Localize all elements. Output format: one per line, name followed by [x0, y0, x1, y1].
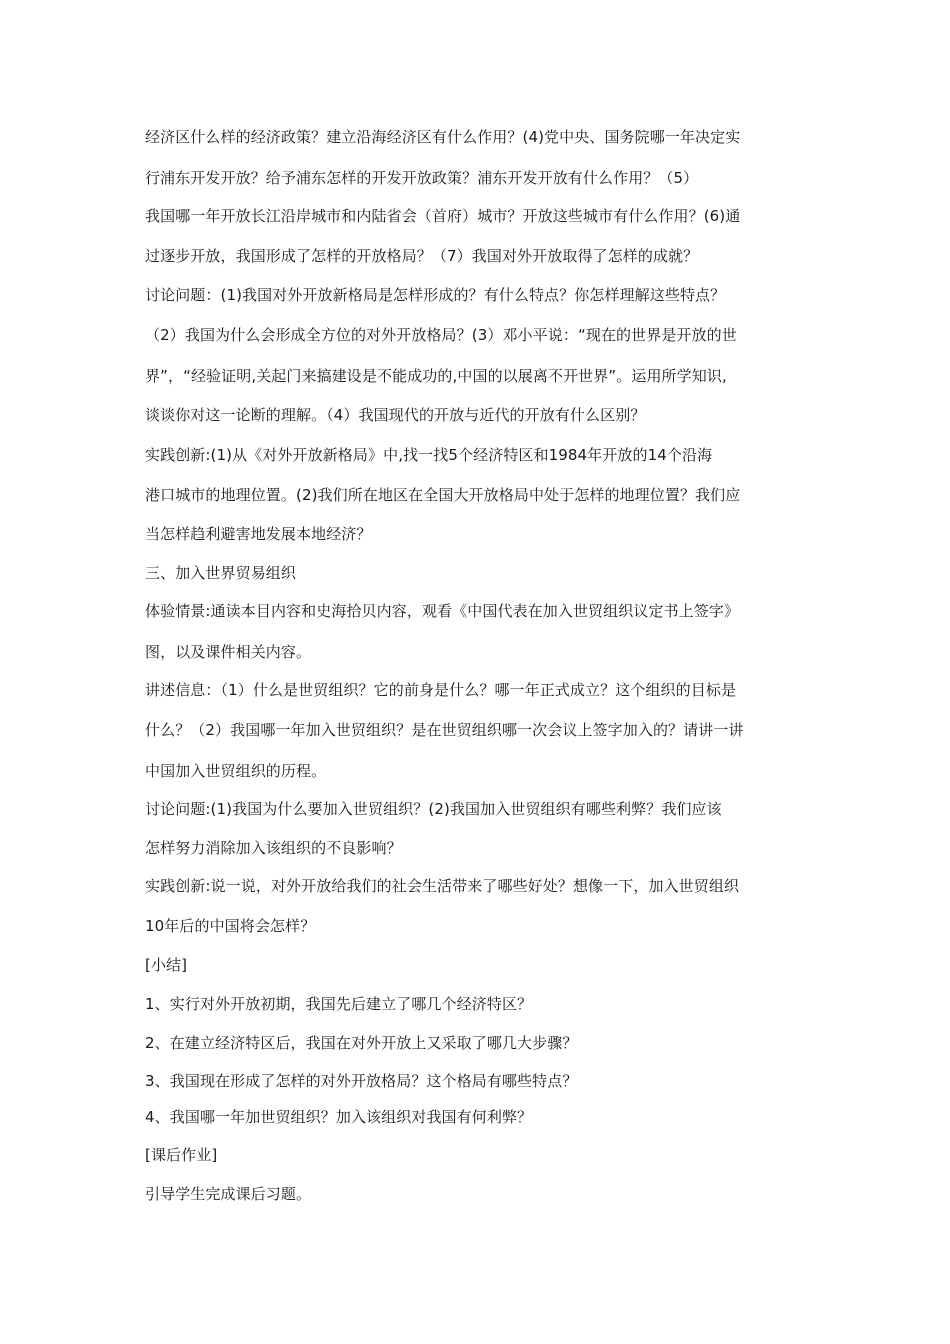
text-line: 当怎样趋利避害地发展本地经济？ [145, 525, 372, 543]
text-line: 怎样努力消除加入该组织的不良影响？ [145, 839, 402, 857]
text-line: 实践创新:说一说，对外开放给我们的社会生活带来了哪些好处？想像一下，加入世贸组织 [145, 877, 740, 895]
text-line: 体验情景:通读本目内容和史海拾贝内容，观看《中国代表在加入世贸组织议定书上签字》 [145, 602, 740, 620]
text-line: 经济区什么样的经济政策？建立沿海经济区有什么作用？(4)党中央、国务院哪一年决定实 [145, 128, 741, 146]
text-line: 讨论问题:(1)我国为什么要加入世贸组织？(2)我国加入世贸组织有哪些利弊？我们应该 [145, 800, 722, 818]
text-line: 引导学生完成课后习题。 [145, 1185, 312, 1203]
list-item: 1、实行对外开放初期，我国先后建立了哪几个经济特区？ [145, 995, 533, 1013]
text-line: 过逐步开放，我国形成了怎样的开放格局？（7）我国对外开放取得了怎样的成就？ [145, 247, 699, 265]
section-heading: [小结] [145, 956, 188, 974]
text-line: 我国哪一年开放长江沿岸城市和内陆省会（首府）城市？开放这些城市有什么作用？(6)通 [145, 207, 741, 225]
list-item: 3、我国现在形成了怎样的对外开放格局？这个格局有哪些特点？ [145, 1072, 578, 1090]
list-item: 4、我国哪一年加世贸组织？加入该组织对我国有何利弊？ [145, 1108, 533, 1126]
text-line: 界”，“经验证明,关起门来搞建设是不能成功的,中国的以展离不开世界”。运用所学知识, [145, 367, 727, 385]
section-heading: [课后作业] [145, 1146, 218, 1164]
text-line: 讲述信息：（1）什么是世贸组织？它的前身是什么？哪一年正式成立？这个组织的目标是 [145, 681, 737, 699]
text-line: 实践创新:(1)从《对外开放新格局》中,找一找5个经济特区和1984年开放的14个沿海 [145, 446, 713, 464]
text-line: （2）我国为什么会形成全方位的对外开放格局？(3）邓小平说：“现在的世界是开放的世 [145, 326, 737, 344]
list-item: 2、在建立经济特区后，我国在对外开放上又采取了哪几大步骤？ [145, 1034, 578, 1052]
text-line: 什么？（2）我国哪一年加入世贸组织？是在世贸组织哪一次会议上签字加入的？请讲一讲 [145, 721, 744, 739]
text-line: 中国加入世贸组织的历程。 [145, 762, 327, 780]
text-line: 谈谈你对这一论断的理解。（4）我国现代的开放与近代的开放有什么区别？ [145, 406, 646, 424]
text-line: 10年后的中国将会怎样？ [145, 917, 316, 935]
text-line: 讨论问题：(1)我国对外开放新格局是怎样形成的？有什么特点？你怎样理解这些特点？ [145, 286, 726, 304]
text-line: 行浦东开发开放？给予浦东怎样的开发开放政策？浦东开发开放有什么作用？（5） [145, 169, 699, 187]
section-heading: 三、加入世界贸易组织 [145, 564, 297, 582]
text-line: 港口城市的地理位置。(2)我们所在地区在全国大开放格局中处于怎样的地理位置？我们应 [145, 486, 741, 504]
text-line: 图，以及课件相关内容。 [145, 643, 312, 661]
